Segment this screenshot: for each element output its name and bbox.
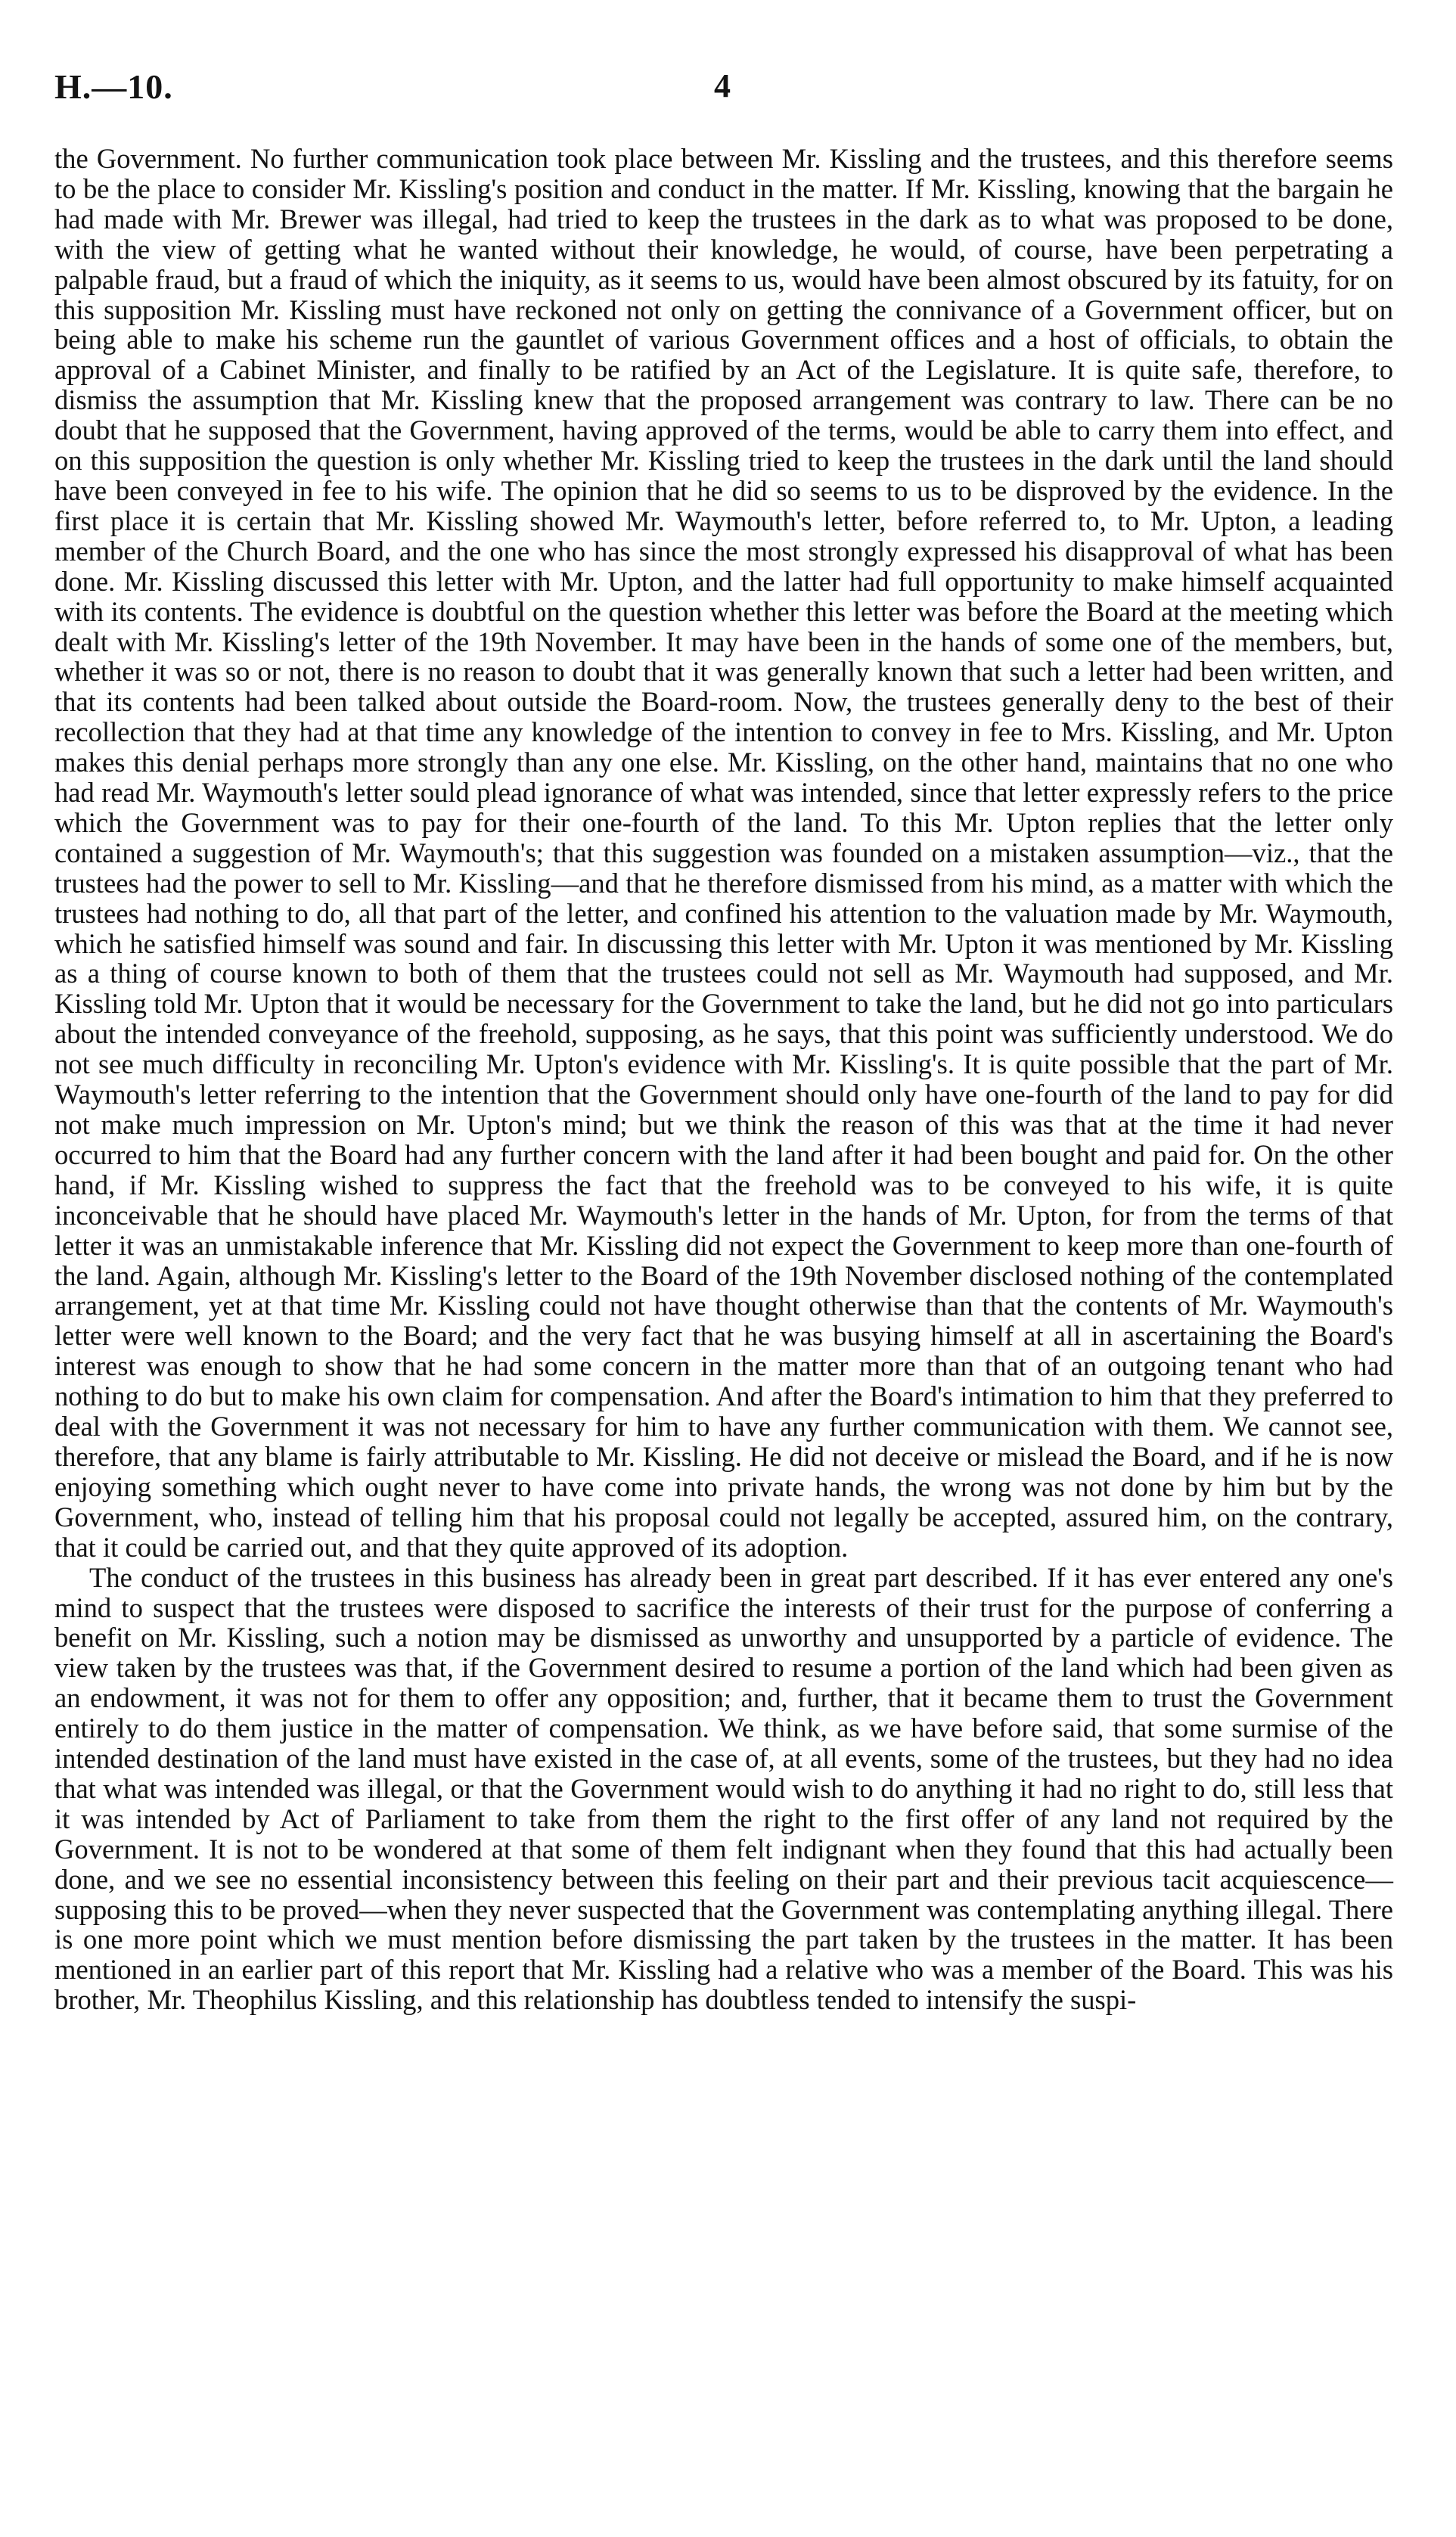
paragraph-kissling-conduct: the Government. No further communication took place between Mr. Kissling and the trustees, and this therefore seems to be the place to consider Mr. Kissling's position and conduct in the matter. If Mr. Kissling, knowing that the bargain he had made with Mr. Brewer was illegal, had tried to keep the trustees in the dark as to what was proposed to be done, with the view of getting what he wanted without their knowledge, he would, of course, have been perpetrating a palpable fraud, but a fraud of which the iniquity, as it seems to us, would have been almost obscured by its fatuity, for on this supposition Mr. Kissling must have reckoned not only on getting the connivance of a Government officer, but on being able to make his scheme run the gauntlet of various Government offices and a host of officials, to obtain the approval of a Cabinet Minister, and finally to be ratified by an Act of the Legislature. It is quite safe, therefore, to dismiss the assumption that Mr. Kissling knew that the proposed arrangement was contrary to law. There can be no doubt that he supposed that the Government, having approved of the terms, would be able to carry them into effect, and on this supposition the question is only whether Mr. Kissling tried to keep the trustees in the dark until the land should have been conveyed in fee to his wife. The opinion that he did so seems to us to be disproved by the evidence. In the first place it is certain that Mr. Kissling showed Mr. Waymouth's letter, before referred to, to Mr. Upton, a leading member of the Church Board, and the one who has since the most strongly expressed his disapproval of what has been done. Mr. Kissling discussed this letter with Mr. Upton, and the latter had full opportunity to make himself acquainted with its contents. The evidence is doubtful on the question whether this letter was before the Board at the meeting which dealt with Mr. Kissling's letter of the 19th November. It may have been in the hands of some one of the members, but, whether it was so or not, there is no reason to doubt that it was generally known that such a letter had been written, and that its contents had been talked about outside the Board-room. Now, the trustees generally deny to the best of their recollection that they had at that time any knowledge of the intention to convey in fee to Mrs. Kissling, and Mr. Upton makes this denial perhaps more strongly than any one else. Mr. Kissling, on the other hand, maintains that no one who had read Mr. Waymouth's letter sould plead ignorance of what was intended, since that letter expressly refers to the price which the Government was to pay for their one-fourth of the land. To this Mr. Upton replies that the letter only contained a suggestion of Mr. Waymouth's; that this suggestion was founded on a mistaken assumption—viz., that the trustees had the power to sell to Mr. Kissling—and that he therefore dismissed from his mind, as a matter with which the trustees had nothing to do, all that part of the letter, and confined his attention to the valuation made by Mr. Waymouth, which he satisfied himself was sound and fair. In discussing this letter with Mr. Upton it was mentioned by Mr. Kissling as a thing of course known to both of them that the trustees could not sell as Mr. Waymouth had supposed, and Mr. Kissling told Mr. Upton that it would be necessary for the Government to take the land, but he did not go into particulars about the intended conveyance of the freehold, supposing, as he says, that this point was sufficiently understood. We do not see much difficulty in reconciling Mr. Upton's evidence with Mr. Kissling's. It is quite possible that the part of Mr. Waymouth's letter referring to the intention that the Government should only have one-fourth of the land to pay for did not make much impression on Mr. Upton's mind; but we think the reason of this was that at the time it had never occurred to him that the Board had any further concern with the land after it had been bought and paid for. On the other hand, if Mr. Kissling wished to suppress the fact that the freehold was to be conveyed to his wife, it is quite inconceivable that he should have placed Mr. Waymouth's letter in the hands of Mr. Upton, for from the terms of that letter it was an unmistakable inference that Mr. Kissling did not expect the Government to keep more than one-fourth of the land. Again, although Mr. Kissling's letter to the Board of the 19th November disclosed nothing of the contemplated arrangement, yet at that time Mr. Kissling could not have thought otherwise than that the contents of Mr. Waymouth's letter were well known to the Board; and the very fact that he was busying himself at all in ascertaining the Board's interest was enough to show that he had some concern in the matter more than that of an outgoing tenant who had nothing to do but to make his own claim for compensation. And after the Board's intimation to him that they preferred to deal with the Government it was not necessary for him to have any further communication with them. We cannot see, therefore, that any blame is fairly attributable to Mr. Kissling. He did not deceive or mislead the Board, and if he is now enjoying something which ought never to have come into private hands, the wrong was not done by him but by the Government, who, instead of telling him that his proposal could not legally be accepted, assured him, on the contrary, that it could be carried out, and that they quite approved of its adoption.: [54, 143, 1393, 1563]
report-body: [54, 144, 1393, 2015]
page-header: [54, 30, 1393, 106]
document-reference: H.—10.: [54, 67, 173, 106]
page-number: 4: [714, 67, 731, 104]
document-page: [54, 30, 1393, 2016]
paragraph-trustees-conduct: The conduct of the trustees in this business has already been in great part described. If it has ever entered any one's mind to suspect that the trustees were disposed to sacrifice the interests of their trust for the purpose of conferring a benefit on Mr. Kissling, such a notion may be dismissed as unworthy and unsupported by a particle of evidence. The view taken by the trustees was that, if the Government desired to resume a portion of the land which had been given as an endowment, it was not for them to offer any opposition; and, further, that it became them to trust the Government entirely to do them justice in the matter of compensation. We think, as we have before said, that some surmise of the intended destination of the land must have existed in the case of, at all events, some of the trustees, but they had no idea that what was intended was illegal, or that the Government would wish to do anything it had no right to do, still less that it was intended by Act of Parliament to take from them the right to the first offer of any land not required by the Government. It is not to be wondered at that some of them felt indignant when they found that this had actually been done, and we see no essential inconsistency between this feeling on their part and their previous tacit acquiescence—supposing this to be proved—when they never suspected that the Government was contemplating anything illegal. There is one more point which we must mention before dismissing the part taken by the trustees in the matter. It has been mentioned in an earlier part of this report that Mr. Kissling had a relative who was a member of the Board. This was his brother, Mr. Theophilus Kissling, and this relationship has doubtless tended to intensify the suspi-: [54, 1561, 1393, 2016]
